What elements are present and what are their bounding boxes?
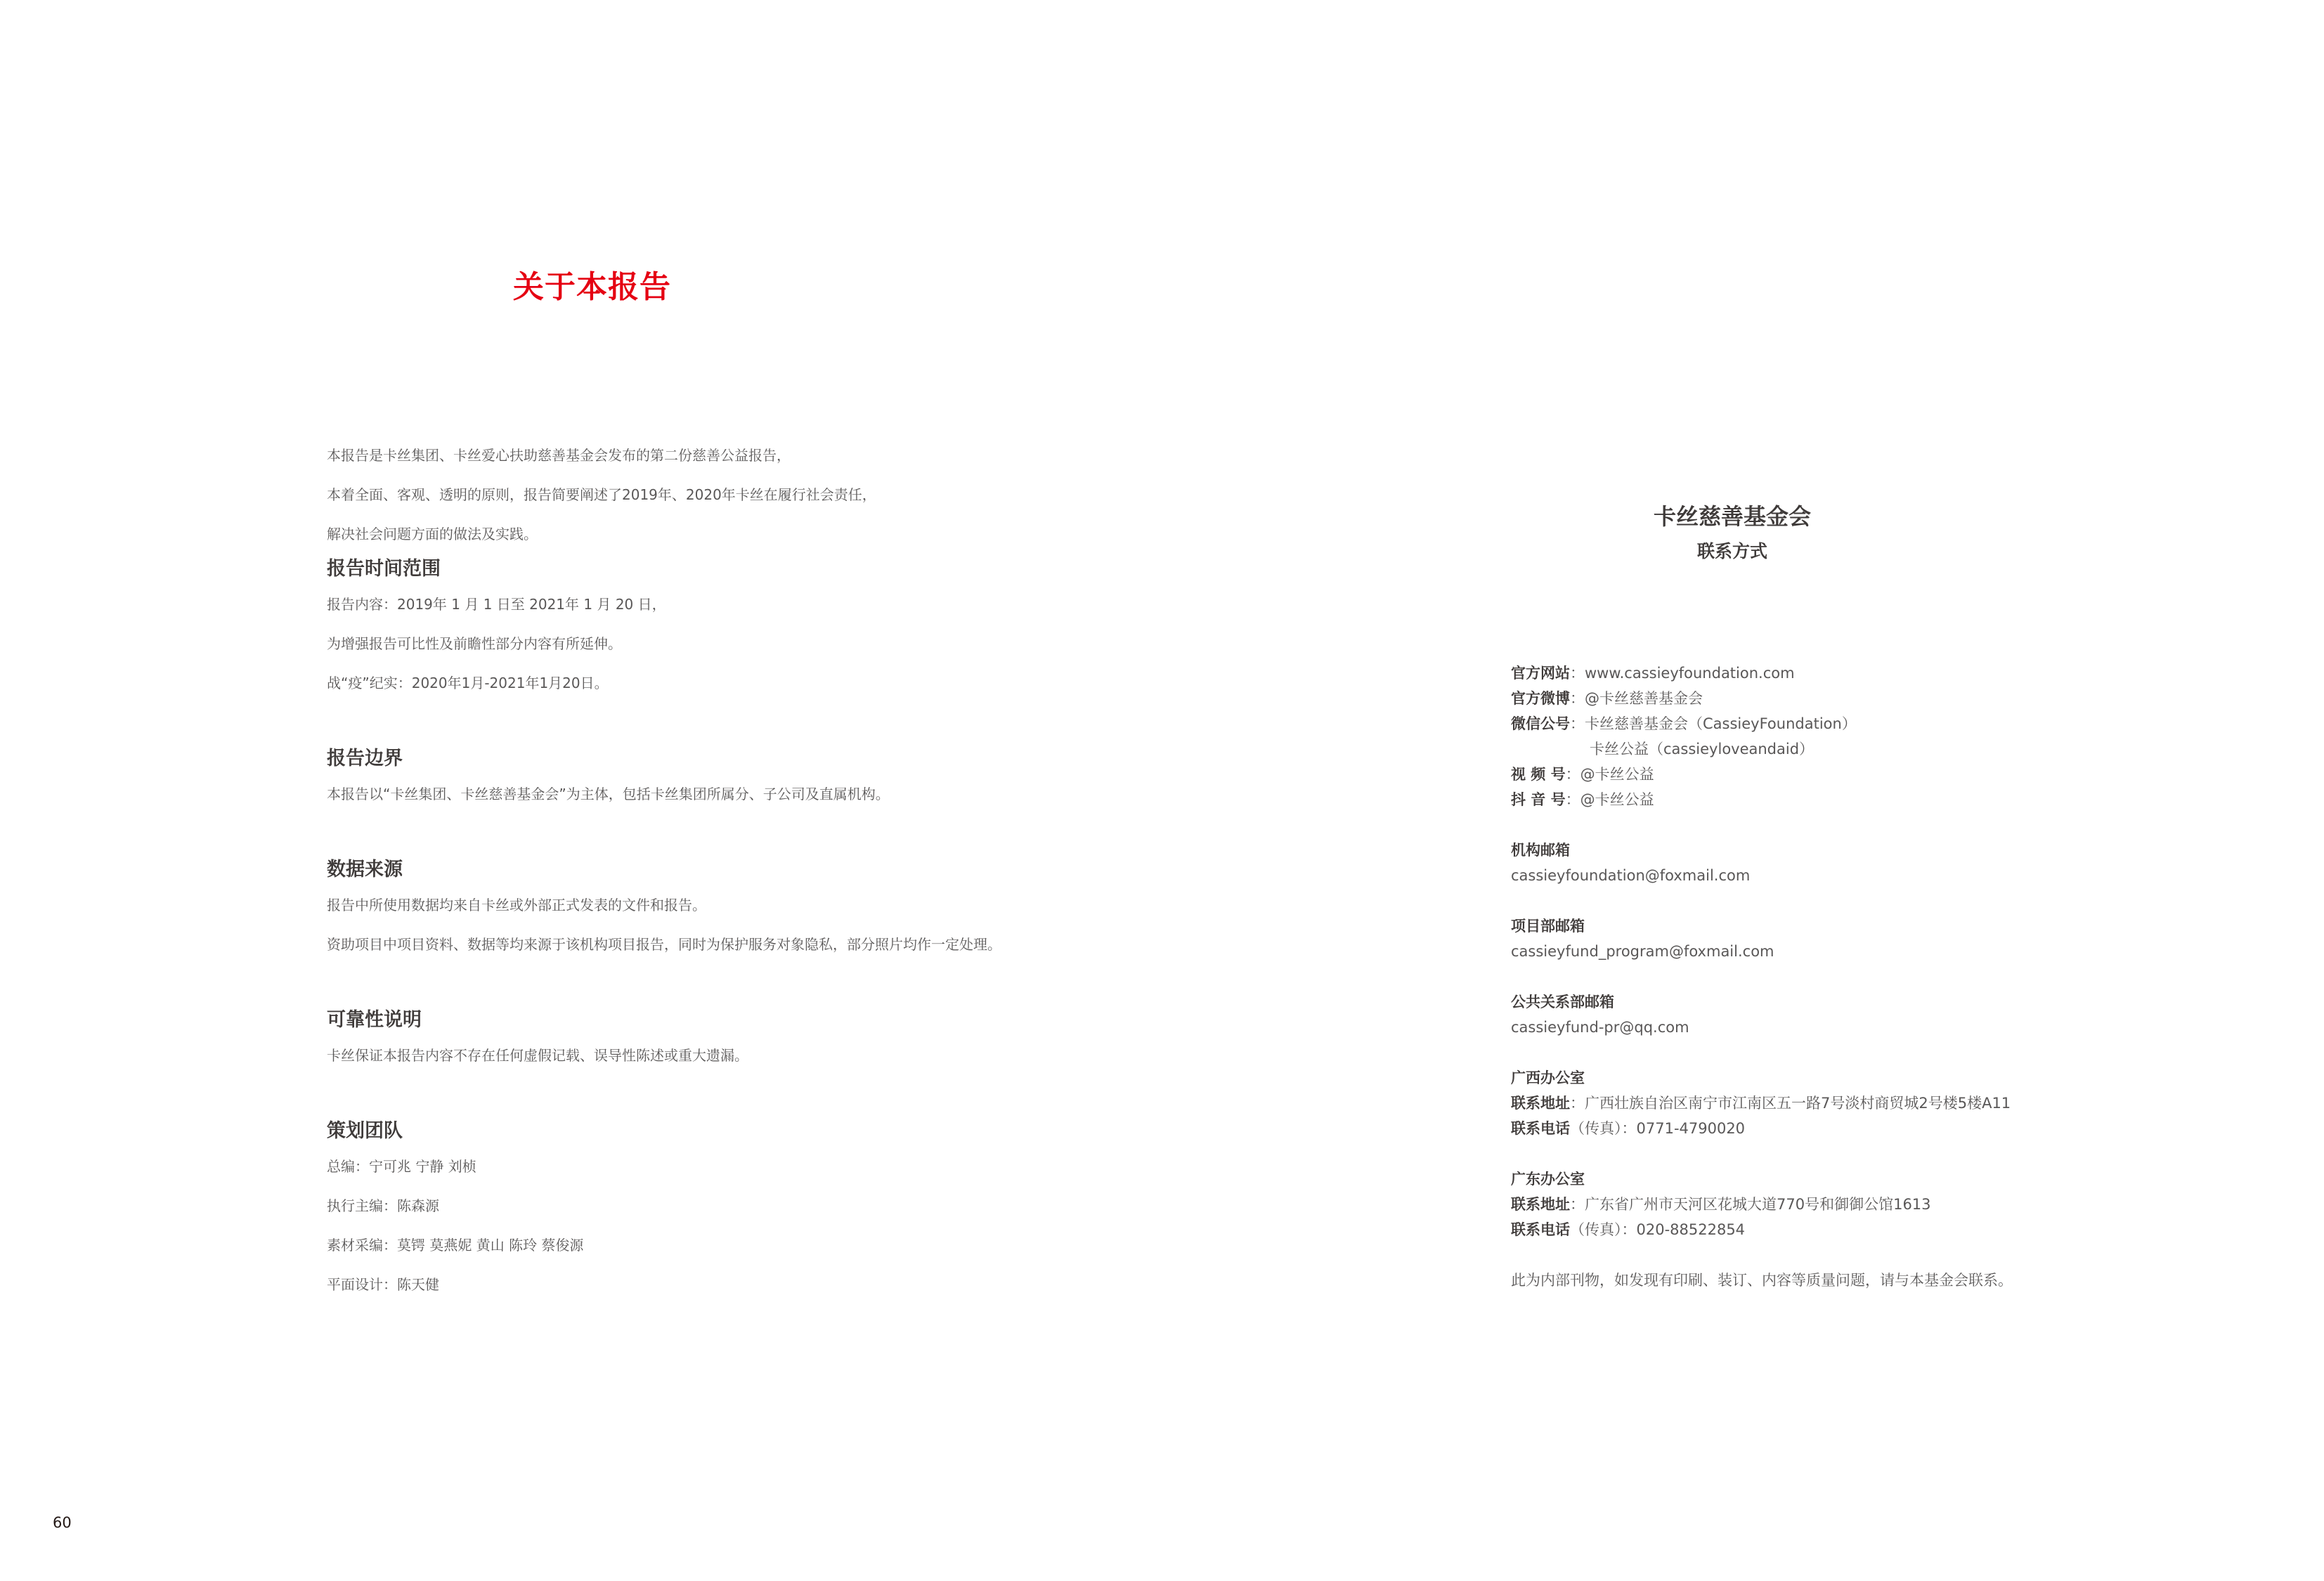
section-line: 执行主编：陈森源 [327, 1197, 439, 1214]
contact-website [1511, 661, 2249, 686]
contact-key: 官方微博 [1511, 690, 1570, 707]
page-title: 关于本报告 [513, 269, 671, 305]
section-line: 报告内容：2019年 1 月 1 日至 2021年 1 月 20 日， [327, 596, 666, 613]
contact-key: 联系地址 [1511, 1196, 1570, 1213]
office-heading-guangdong: 广东办公室 [1511, 1171, 1585, 1188]
section-line: 本报告以“卡丝集团、卡丝慈善基金会”为主体，包括卡丝集团所属分、子公司及直属机构。 [327, 786, 890, 802]
contact-key: 微信公号 [1511, 715, 1570, 732]
contact-column [1511, 661, 2249, 1293]
contact-key: 联系电话 [1511, 1120, 1570, 1137]
contact-key: 联系电话 [1511, 1221, 1570, 1238]
contact-value: ：广东省广州市天河区花城大道770号和御御公馆1613 [1570, 1196, 1931, 1213]
contact-wechat [1511, 711, 2249, 736]
section-line: 资助项目中项目资料、数据等均来源于该机构项目报告，同时为保护服务对象隐私，部分照片均作一定处理。 [327, 936, 1001, 953]
section-heading-reliability: 可靠性说明 [327, 1009, 422, 1031]
contact-key: 抖 音 号 [1511, 791, 1566, 808]
office-phone [1511, 1217, 2249, 1242]
section-line: 平面设计：陈天健 [327, 1276, 439, 1293]
section-line: 素材采编：莫锷 莫燕妮 黄山 陈玲 蔡俊源 [327, 1237, 584, 1254]
contact-key: 联系地址 [1511, 1095, 1570, 1112]
page-number: 60 [53, 1514, 72, 1531]
contact-key: 视 频 号 [1511, 766, 1566, 783]
contact-video-channel [1511, 762, 2249, 787]
contact-wechat-second: 卡丝公益（cassieyloveandaid） [1590, 741, 1815, 757]
contact-weibo [1511, 686, 2249, 711]
report-info-column [327, 436, 1240, 1304]
email-value: cassieyfund_program@foxmail.com [1511, 943, 1774, 960]
contact-key: 官方网站 [1511, 665, 1570, 682]
intro-line: 解决社会问题方面的做法及实践。 [327, 526, 538, 542]
section-line: 战“疫”纪实：2020年1月-2021年1月20日。 [327, 675, 609, 691]
email-value: cassieyfund-pr@qq.com [1511, 1019, 1689, 1036]
email-heading: 项目部邮箱 [1511, 918, 1585, 935]
email-heading: 公共关系部邮箱 [1511, 994, 1614, 1010]
intro-line: 本报告是卡丝集团、卡丝爱心扶助慈善基金会发布的第二份慈善公益报告， [327, 447, 791, 464]
notice-text: 此为内部刊物，如发现有印刷、装订、内容等质量问题，请与本基金会联系。 [1511, 1272, 2013, 1289]
office-address [1511, 1192, 2249, 1217]
section-line: 卡丝保证本报告内容不存在任何虚假记载、误导性陈述或重大遗漏。 [327, 1047, 748, 1064]
intro-line: 本着全面、客观、透明的原则，报告简要阐述了2019年、2020年卡丝在履行社会责任， [327, 486, 876, 503]
office-heading-guangxi: 广西办公室 [1511, 1069, 1585, 1086]
contact-value: （传真）：020-88522854 [1570, 1221, 1746, 1238]
contact-douyin [1511, 787, 2249, 812]
contact-subtitle: 联系方式 [1696, 541, 1767, 561]
office-phone [1511, 1116, 2249, 1141]
email-heading: 机构邮箱 [1511, 842, 1570, 859]
org-name: 卡丝慈善基金会 [1653, 503, 1811, 530]
contact-value: ：@卡丝慈善基金会 [1570, 690, 1703, 707]
section-heading-boundary: 报告边界 [327, 748, 403, 769]
office-address [1511, 1091, 2249, 1116]
email-value: cassieyfoundation@foxmail.com [1511, 867, 1751, 884]
section-line: 报告中所使用数据均来自卡丝或外部正式发表的文件和报告。 [327, 897, 706, 913]
contact-value: ：卡丝慈善基金会（CassieyFoundation） [1570, 715, 1857, 732]
contact-value: ：www.cassieyfoundation.com [1570, 665, 1795, 682]
contact-value: ：@卡丝公益 [1565, 791, 1654, 808]
section-heading-team: 策划团队 [327, 1120, 403, 1142]
contact-value: ：@卡丝公益 [1565, 766, 1654, 783]
section-heading-time-range: 报告时间范围 [327, 558, 441, 580]
section-line: 为增强报告可比性及前瞻性部分内容有所延伸。 [327, 635, 622, 652]
contact-value: （传真）：0771-4790020 [1570, 1120, 1746, 1137]
section-heading-data-source: 数据来源 [327, 859, 403, 880]
contact-value: ：广西壮族自治区南宁市江南区五一路7号淡村商贸城2号楼5楼A11 [1570, 1095, 2011, 1112]
section-line: 总编：宁可兆 宁静 刘桢 [327, 1158, 476, 1175]
